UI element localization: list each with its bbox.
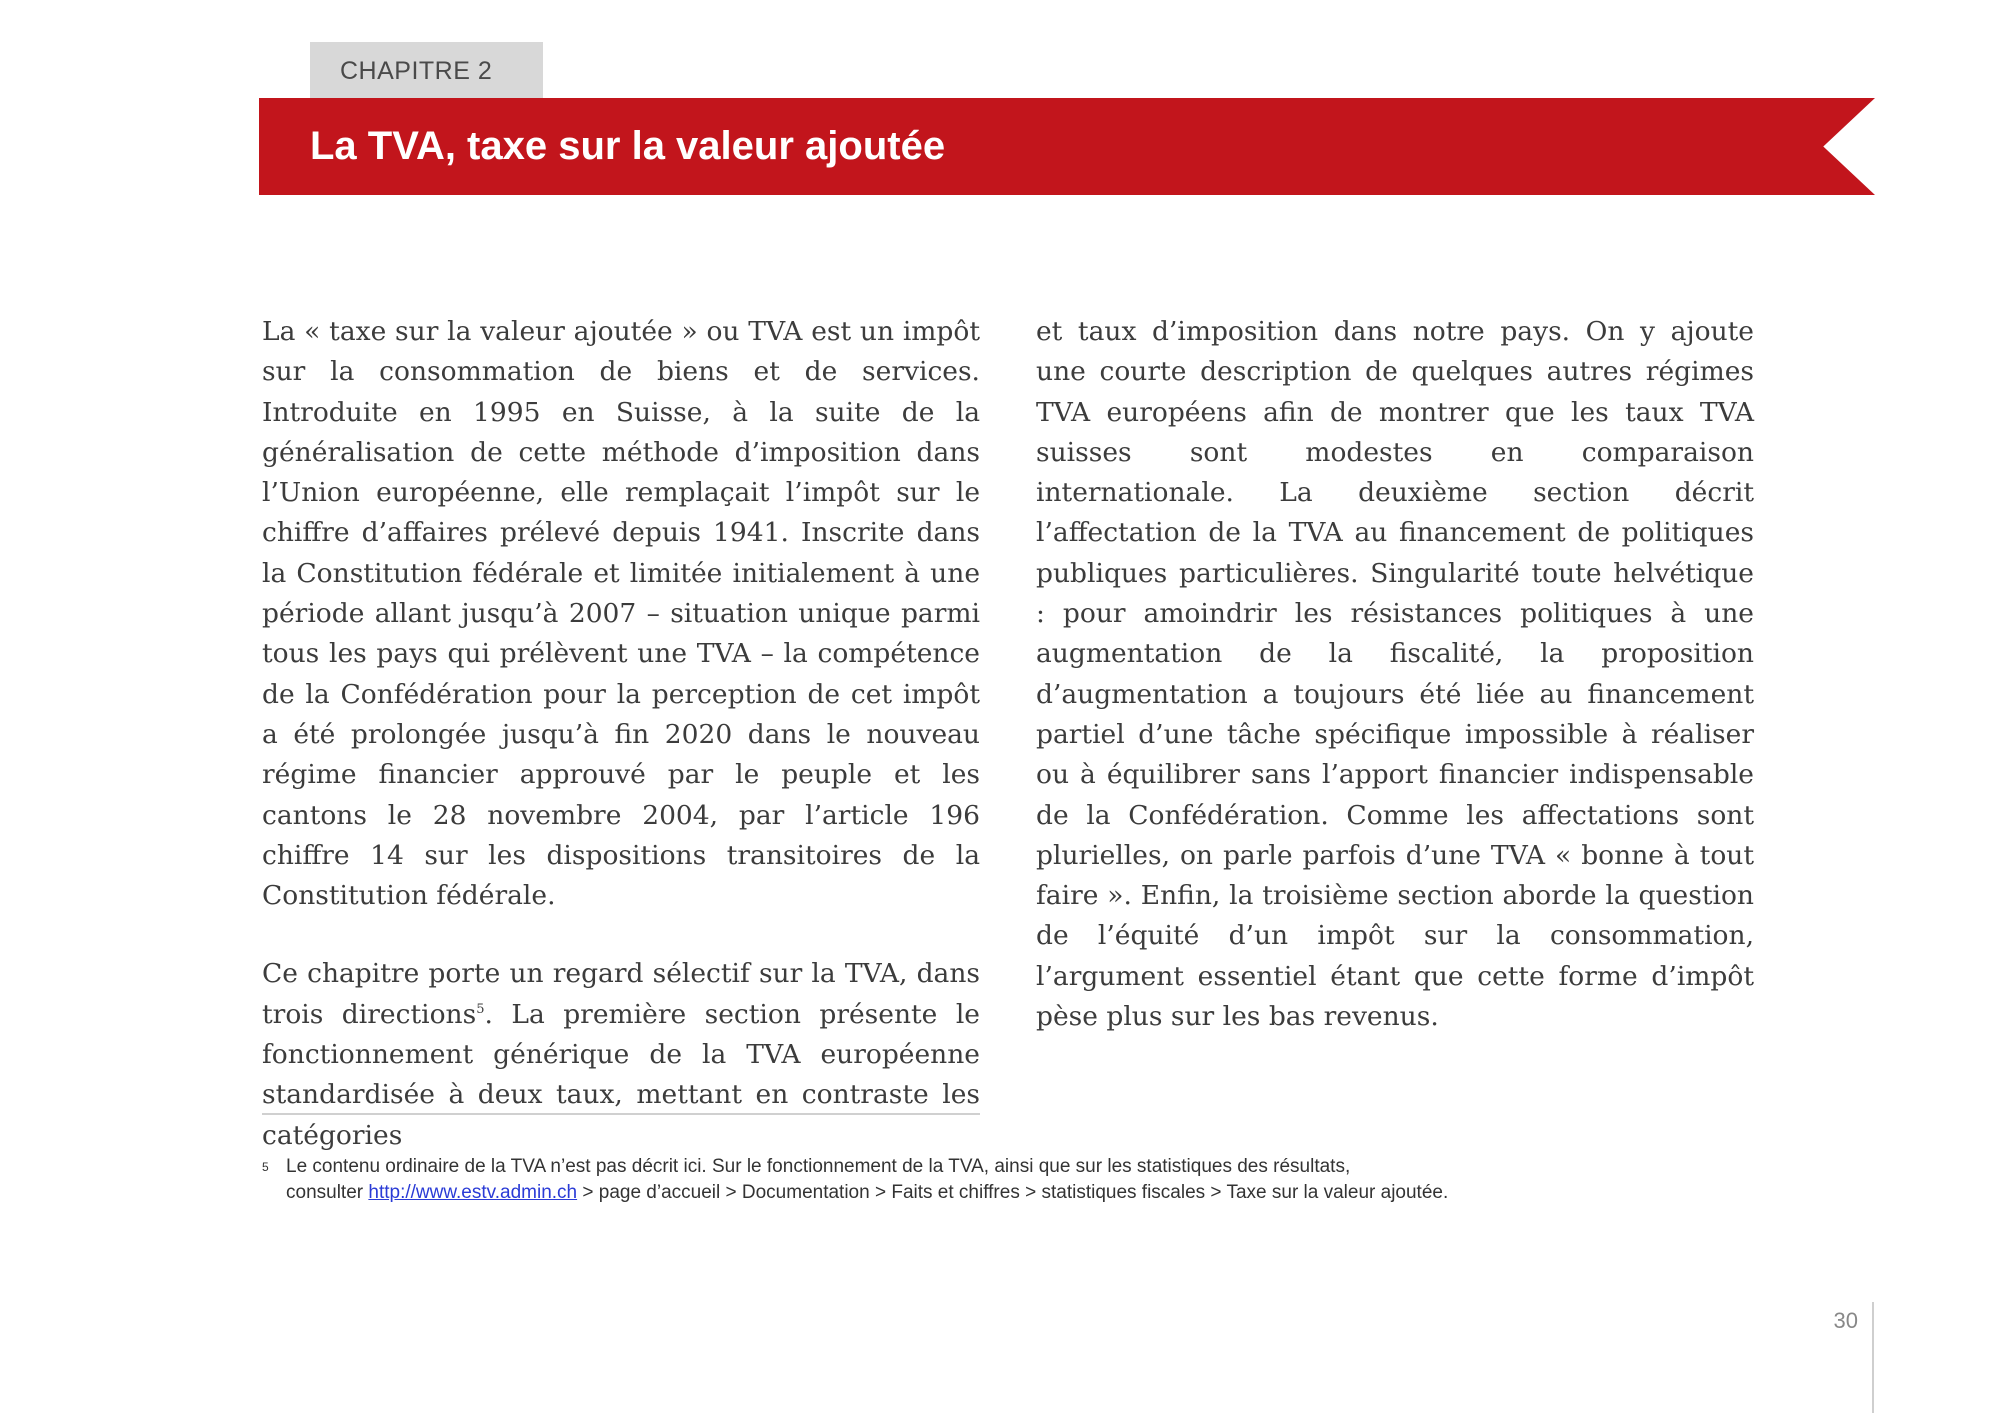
page-margin-rule <box>1872 1302 1874 1413</box>
footnote-line-2 <box>286 1180 1592 1206</box>
paragraph-intro: La « taxe sur la valeur ajoutée » ou TVA est un impôt sur la consommation de biens et de services. Introduite en 1995 en Suisse, à la suite de la généralisation de cette méthode d’imposition dans l’Union européenne, elle remplaçait l’impôt sur le chiffre d’affaires prélevé depuis 1941. Inscrite dans la Constitution fédérale et limitée initialement à une période allant jusqu’à 2007 – situation unique parmi tous les pays qui prélèvent une TVA – la compétence de la Confédération pour la perception de cet impôt a été prolongée jusqu’à fin 2020 dans le nouveau régime financier approuvé par le peuple et les cantons le 28 novembre 2004, par l’article 196 chiffre 14 sur les dispositions transitoires de la Constitution fédérale. <box>262 316 980 912</box>
estv-link[interactable]: http://www.estv.admin.ch <box>368 1182 578 1203</box>
footnote-path: > page d’accueil > Documentation > Faits et chiffres > statistiques fiscales > Taxe sur la valeur ajoutée. <box>577 1182 1449 1203</box>
footnote <box>262 1154 1592 1206</box>
footnote-number: 5 <box>262 1160 269 1174</box>
chapter-title: La TVA, taxe sur la valeur ajoutée <box>310 124 946 168</box>
footnote-divider <box>262 1113 980 1115</box>
paragraph-overview-start: Ce chapitre porte un regard sélectif sur la TVA, dans trois directions <box>262 958 980 1030</box>
paragraph-overview <box>262 954 980 1155</box>
body-column-left <box>262 312 980 1156</box>
footnote-reference[interactable]: 5 <box>476 1001 485 1017</box>
body-column-right <box>1036 312 1754 1037</box>
page-number: 30 <box>1833 1308 1858 1333</box>
paragraph-continued: et taux d’imposition dans notre pays. On y ajoute une courte description de quelques autres régimes TVA européens afin de montrer que les taux TVA suisses sont modestes en comparaison internationale. La deuxième section décrit l’affectation de la TVA au financement de politiques publiques particulières. Singularité toute helvétique : pour amoindrir les résistances politiques à une augmentation de la fiscalité, la proposition d’augmentation a toujours été liée au financement partiel d’une tâche spécifique impossible à réaliser ou à équilibrer sans l’apport financier indispensable de la Confédération. Comme les affectations sont plurielles, on parle parfois d’une TVA « bonne à tout faire ». Enfin, la troisième section aborde la question de l’équité d’un impôt sur la consommation, l’argument essentiel étant que cette forme d’impôt pèse plus sur les bas revenus. <box>1036 316 1754 1033</box>
footnote-consult: consulter <box>286 1182 369 1203</box>
chapter-label: CHAPITRE 2 <box>310 42 543 98</box>
paragraph-overview-end: . La première section présente le fonctionnement générique de la TVA européenne standardisée à deux taux, mettant en contraste les catégories <box>262 998 980 1151</box>
footnote-line-1: Le contenu ordinaire de la TVA n’est pas décrit ici. Sur le fonctionnement de la TVA, ainsi que sur les statistiques des résultats, <box>286 1156 1351 1177</box>
